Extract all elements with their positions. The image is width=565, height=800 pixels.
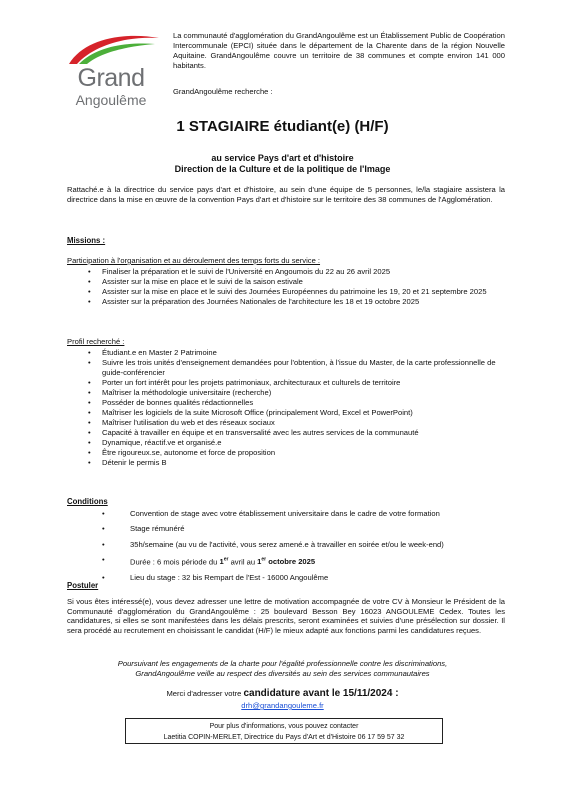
bullet-icon: • [88,267,91,276]
description-paragraph: Rattaché.e à la directrice du service pays d'art et d'histoire, au sein d'une équipe de 5 personnes, le/la stagiaire assistera la directrice dans la mise en œuvre de la convention Pays d'art et d'histoire sur le territoire des 38 communes de l'Agglomération. [67,185,505,204]
bullet-icon: • [88,448,91,457]
list-item: • Maîtriser la méthodologie universitaire (recherche) [88,388,272,397]
list-item: • Dynamique, réactif.ve et organisé.e [88,438,222,447]
missions-intro: Participation à l'organisation et au déroulement des temps forts du service : [67,256,321,265]
merci-line [0,688,565,699]
conditions-heading: Conditions [67,497,108,506]
profil-heading: Profil recherché : [67,337,125,346]
bullet-icon: • [88,297,91,306]
bullet-icon: • [102,554,105,564]
email-link[interactable]: drh@grandangouleme.fr [241,701,324,710]
list-item [102,555,506,568]
logo-text-angouleme: Angoulême [75,92,147,108]
list-item: • Maîtriser l'utilisation du web et des réseaux sociaux [88,418,275,427]
list-item: • Lieu du stage : 32 bis Rempart de l'Est - 16000 Angoulême [102,572,329,582]
bullet-icon: • [102,539,105,549]
bullet-icon: • [88,418,91,427]
contact-line-2: Laetitia COPIN-MERLET, Directrice du Pays d'Art et d'Histoire 06 17 59 57 32 [163,734,405,741]
list-item: • Assister sur la préparation des Journées Nationales de l'architecture les 18 et 19 octobre 2025 [88,297,420,306]
bullet-icon: • [88,408,91,417]
missions-list [88,267,506,307]
postuler-heading: Postuler [67,581,99,590]
bullet-icon: • [102,509,105,518]
page-title: 1 STAGIAIRE étudiant(e) (H/F) [176,118,389,135]
list-item: • Être rigoureux.se, autonome et force de proposition [88,448,276,457]
deadline-text: candidature avant le 15/11/2024 : [243,688,399,699]
intro-paragraph: La communauté d'agglomération du GrandAngoulême est un Établissement Public de Coopération Intercommunale (EPCI) située dans le département de la Charente dans de la région Nouvelle Aquitaine. GrandAngoulême couvre un territoire de 38 communes et compte environ 141 000 habitants. [173,31,505,70]
list-item: • Finaliser la préparation et le suivi de l'Université en Angoumois du 22 au 26 avril 2025 [88,267,391,276]
list-item: • Détenir le permis B [88,458,167,467]
contact-box [125,718,443,744]
list-item: • Posséder de bonnes qualités rédactionnelles [88,398,254,407]
list-item: • Suivre les trois unités d'enseignement demandées pour l'obtention, à l'issue du Master, de la carte professionnelle de guide-conférencier [88,358,496,377]
profil-list [88,348,506,468]
postuler-paragraph: Si vous êtes intéressé(e), vous devez adresser une lettre de motivation accompagnée de votre CV à Monsieur le Président de la Communauté d'agglomération du GrandAngoulême : 25 boulevard Besson Bey 16023 ANGOULEME Cedex. Toutes les candidatures, si elles se sont manifestées dans les délais prescrits, seront examinées et suivies d'une présélection sur dossier. Il sera procédé au recrutement en choisissant le candidat (H/F) le mieux adapté aux fonctions parmi les candidatures reçues. [67,597,505,635]
list-item: • Stage rémunéré [102,524,185,534]
bullet-icon: • [102,572,105,582]
logo-text-grand: Grand [77,64,145,92]
bullet-icon: • [88,458,91,467]
missions-heading: Missions : [67,236,106,245]
list-item: • Assister sur la mise en place et le suivi des Journées Européennes du patrimoine les 19, 20 et 21 septembre 2025 [88,287,487,296]
list-item: • 35h/semaine (au vu de l'activité, vous serez amené.e à travailler en soirée et/ou le week-end) [102,539,444,549]
closing-line-1: Poursuivant les engagements de la charte pour l'égalité professionnelle contre les discriminations, [117,659,448,668]
grandangouleme-logo [55,30,167,110]
duree-text: Durée : 6 mois période du 1er avril au 1er octobre 2025 [130,556,316,567]
bullet-icon: • [88,428,91,437]
closing-statement [0,659,565,679]
closing-line-2: GrandAngoulême veille au respect des diversités au sein des services communautaires [135,669,430,678]
merci-prefix: Merci d'adresser votre [166,689,244,698]
list-item: • Convention de stage avec votre établissement universitaire dans le cadre de votre formation [102,509,440,518]
bullet-icon: • [88,378,91,387]
conditions-list [102,509,506,588]
list-item: • Assister sur la mise en place et le suivi de la saison estivale [88,277,303,286]
list-item: • Capacité à travailler en équipe et en transversalité avec les autres services de la communauté [88,428,419,437]
bullet-icon: • [102,524,105,534]
bullet-icon: • [88,398,91,407]
subtitle-direction: Direction de la Culture et de la politique de l'Image [174,164,391,174]
bullet-icon: • [88,438,91,447]
bullet-icon: • [88,277,91,286]
list-item: • Maîtriser les logiciels de la suite Microsoft Office (principalement Word, Excel et PowerPoint) [88,408,413,417]
list-item: • Porter un fort intérêt pour les projets patrimoniaux, architecturaux et culturels de territoire [88,378,401,387]
bullet-icon: • [88,358,91,367]
contact-line-1: Pour plus d'informations, vous pouvez contacter [209,723,359,730]
bullet-icon: • [88,348,91,357]
logo-swoosh-icon [55,30,167,66]
bullet-icon: • [88,388,91,397]
bullet-icon: • [88,287,91,296]
subtitle-service: au service Pays d'art et d'histoire [211,153,354,163]
list-item: • Étudiant.e en Master 2 Patrimoine [88,348,217,357]
recherche-line: GrandAngoulême recherche : [173,87,273,96]
